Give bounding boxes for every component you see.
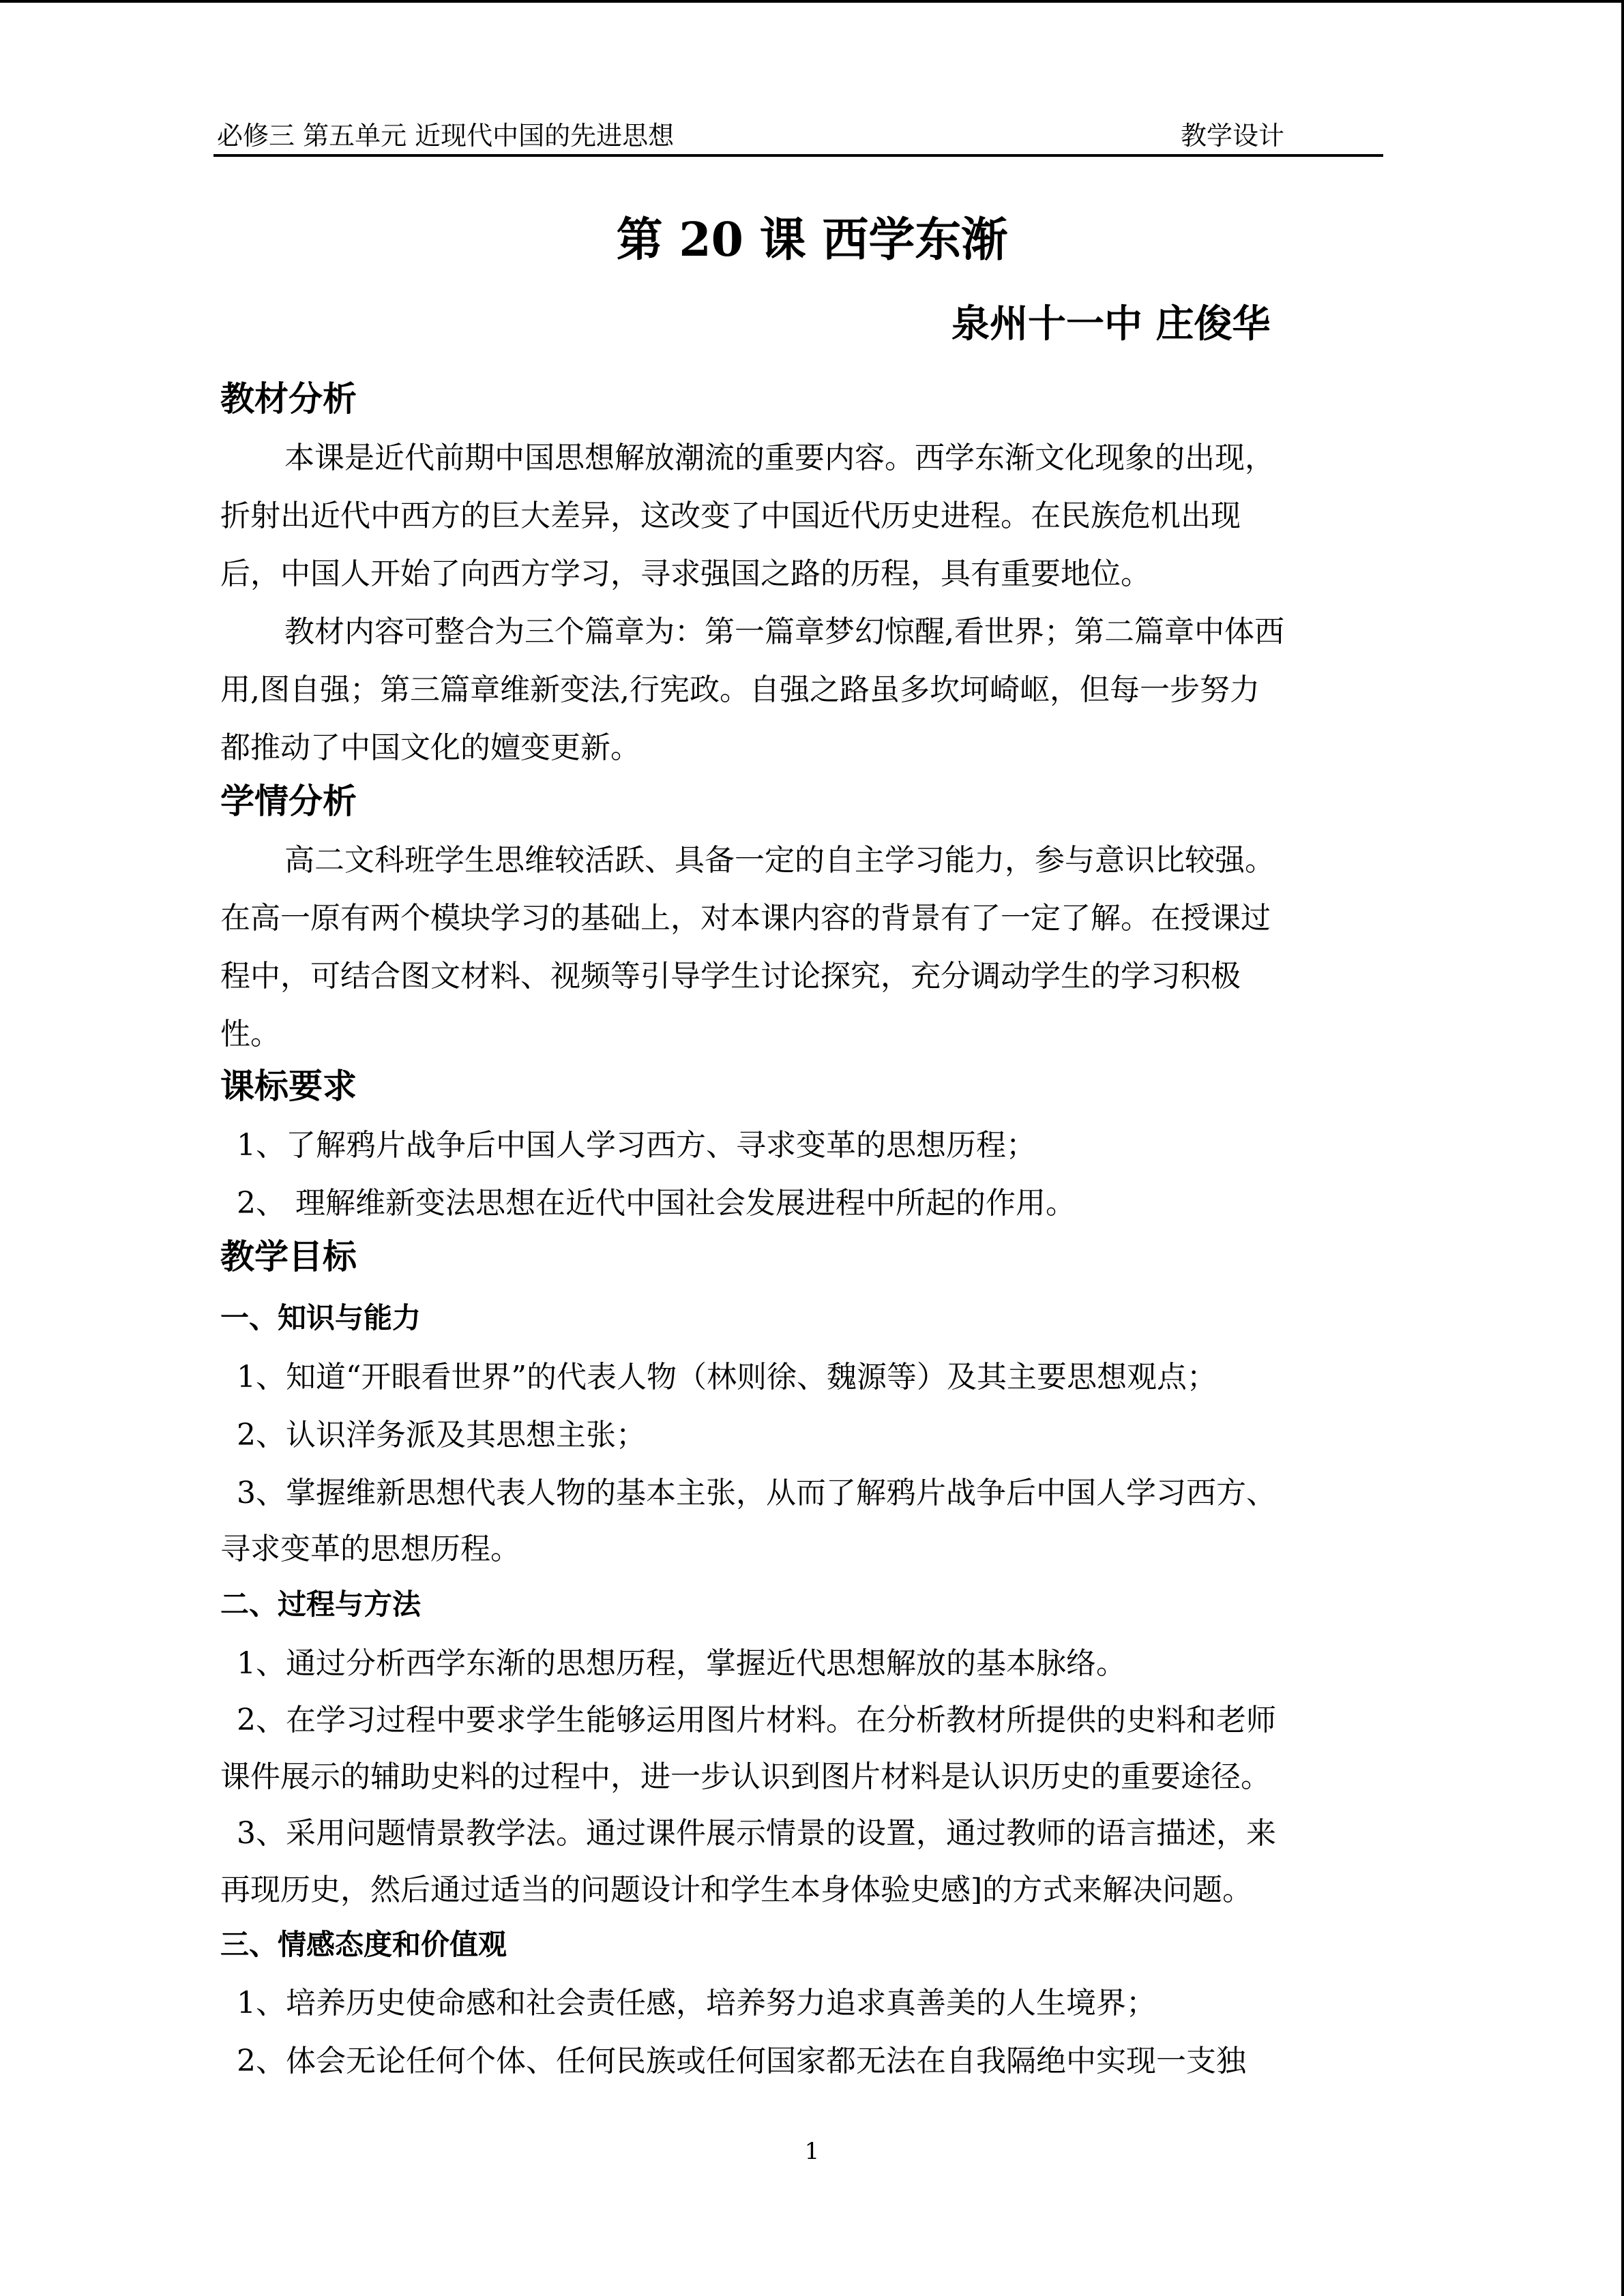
section-heading-material: 教材分析 xyxy=(220,379,357,419)
list-item: 2、在学习过程中要求学生能够运用图片材料。在分析教材所提供的史料和老师 xyxy=(237,1703,1276,1738)
list-item: 1、通过分析西学东渐的思想历程，掌握近代思想解放的基本脉络。 xyxy=(237,1646,1126,1681)
subheading-emotion: 三、情感态度和价值观 xyxy=(220,1928,507,1961)
list-item: 2、认识洋务派及其思想主张； xyxy=(237,1418,646,1452)
header-rule xyxy=(213,154,1383,157)
paragraph-line: 本课是近代前期中国思想解放潮流的重要内容。西学东渐文化现象的出现， xyxy=(284,441,1275,475)
list-item: 1、了解鸦片战争后中国人学习西方、寻求变革的思想历程； xyxy=(237,1128,1036,1163)
header-left-text: 必修三 第五单元 近现代中国的先进思想 xyxy=(217,121,675,151)
paragraph-line: 课件展示的辅助史料的过程中，进一步认识到图片材料是认识历史的重要途径。 xyxy=(220,1759,1271,1794)
section-heading-students: 学情分析 xyxy=(220,781,357,821)
paragraph-line: 都推动了中国文化的嬗变更新。 xyxy=(220,730,640,765)
paragraph-line: 后，中国人开始了向西方学习，寻求强国之路的历程，具有重要地位。 xyxy=(220,556,1151,591)
page-number: 1 xyxy=(804,2138,820,2165)
list-item: 3、采用问题情景教学法。通过课件展示情景的设置，通过教师的语言描述，来 xyxy=(237,1816,1276,1851)
section-heading-goals: 教学目标 xyxy=(220,1237,357,1277)
paragraph-line: 程中，可结合图文材料、视频等引导学生讨论探究，充分调动学生的学习积极 xyxy=(220,959,1241,994)
list-item: 1、培养历史使命感和社会责任感，培养努力追求真善美的人生境界； xyxy=(237,1986,1156,2021)
paragraph-line: 用,图自强；第三篇章维新变法,行宪政。自强之路虽多坎坷崎岖，但每一步努力 xyxy=(220,672,1260,707)
subheading-process: 二、过程与方法 xyxy=(220,1587,422,1621)
page-border-top xyxy=(0,0,1624,3)
paragraph-line: 寻求变革的思想历程。 xyxy=(220,1532,520,1566)
author: 泉州十一中 庄俊华 xyxy=(951,301,1271,346)
paragraph-line: 折射出近代中西方的巨大差异，这改变了中国近代历史进程。在民族危机出现 xyxy=(220,498,1241,533)
section-heading-standards: 课标要求 xyxy=(220,1067,357,1106)
paragraph-line: 再现历史，然后通过适当的问题设计和学生本身体验史感]的方式来解决问题。 xyxy=(220,1873,1253,1907)
page-header xyxy=(217,115,1383,157)
list-item: 2、 理解维新变法思想在近代中国社会发展进程中所起的作用。 xyxy=(237,1186,1076,1221)
subheading-knowledge: 一、知识与能力 xyxy=(220,1301,422,1335)
page-border-right xyxy=(1621,0,1624,2296)
list-item: 2、体会无论任何个体、任何民族或任何国家都无法在自我隔绝中实现一支独 xyxy=(237,2044,1246,2078)
list-item: 3、掌握维新思想代表人物的基本主张，从而了解鸦片战争后中国人学习西方、 xyxy=(237,1476,1276,1510)
page-title: 第 20 课 西学东渐 xyxy=(616,213,1008,267)
paragraph-line: 教材内容可整合为三个篇章为：第一篇章梦幻惊醒,看世界；第二篇章中体西 xyxy=(284,614,1284,649)
list-item: 1、知道“开眼看世界”的代表人物（林则徐、魏源等）及其主要思想观点； xyxy=(237,1360,1217,1395)
paragraph-line: 性。 xyxy=(220,1017,280,1052)
paragraph-line: 在高一原有两个模块学习的基础上，对本课内容的背景有了一定了解。在授课过 xyxy=(220,901,1271,936)
header-right-text: 教学设计 xyxy=(1181,121,1285,151)
paragraph-line: 高二文科班学生思维较活跃、具备一定的自主学习能力，参与意识比较强。 xyxy=(284,843,1275,878)
